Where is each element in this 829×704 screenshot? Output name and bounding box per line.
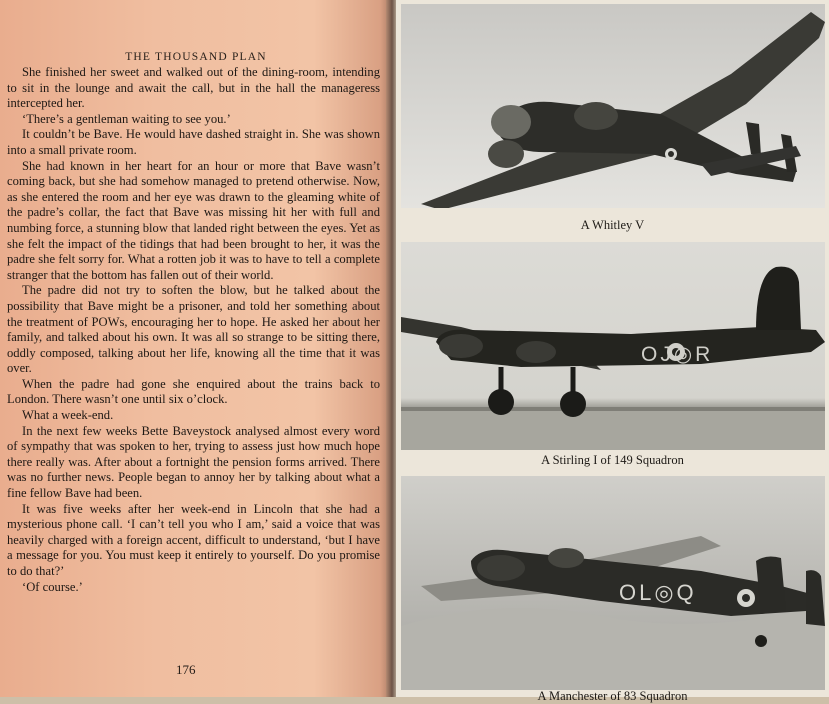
paragraph: She had known in her heart for an hour or more that Bave wasn’t coming back, but she had somehow managed to pretend otherwise. Now, as she entered the room and her eye was drawn to the gleaming white of the padre’s collar, the fact that Bave was missing hit her with full and numbing force, a stunning blow that landed right between the eyes. Yet as she felt the impact of the tidings that had been brought to her, it was the padre she felt sorry for. What a rotten job it was to have to tell a complete stranger that the bottom has fallen out of their world. — [7, 158, 380, 282]
paragraph: When the padre had gone she enquired about the trains back to London. There wasn’t one until six o’clock. — [7, 376, 380, 407]
paragraph: ‘Of course.’ — [22, 579, 83, 594]
body-text — [7, 65, 380, 595]
manchester-aircraft-image — [401, 476, 825, 690]
left-page — [0, 0, 392, 697]
caption-stirling: A Stirling I of 149 Squadron — [541, 453, 684, 467]
page-number: 176 — [176, 662, 196, 677]
running-head: THE THOUSAND PLAN — [125, 51, 267, 63]
caption-whitley: A Whitley V — [580, 218, 645, 232]
paragraph: ‘There’s a gentleman waiting to see you.’ — [22, 111, 231, 126]
photo-whitley — [401, 4, 825, 208]
paragraph: It couldn’t be Bave. He would have dashed straight in. She was shown into a small private room. — [7, 127, 380, 157]
paragraph: In the next few weeks Bette Baveystock analysed almost every word of sympathy that was spoken to her, trying to assess just how much hope there really was. After about a fortnight the pension forms arrived. There was no further news. People began to annoy her by talking about what a fine fellow Bave had been. — [7, 423, 380, 501]
fuselage-code-stirling: OJ◎R — [641, 343, 714, 366]
paragraph: It was five weeks after her week-end in Lincoln that she had a mysterious phone call. ‘I can’t tell you who I am,’ said a voice that was heavily charged with a foreign accent, difficult to understand, ‘but I have a message for you. You must keep it entirely to yourself. Do you promise to do that?’ — [7, 501, 380, 578]
photo-manchester — [401, 476, 825, 690]
paragraph: The padre did not try to soften the blow, but he talked about the possibility that Bave might be a prisoner, and told her something about the treatment of POWs, encouraging her to hope. He asked her about her family, and talked about his own. It was all so strange to be sitting there, oddly composed, talking about her life, knowing all the time that it was over. — [7, 283, 380, 376]
photo-stirling — [401, 242, 825, 450]
paragraph: What a week-end. — [22, 408, 114, 423]
whitley-aircraft-image — [401, 4, 825, 208]
stirling-aircraft-image — [401, 242, 825, 450]
paragraph: She finished her sweet and walked out of the dining-room, intending to sit in the lounge and await the call, but in the hall the manageress intercepted her. — [7, 65, 380, 111]
fuselage-code-manchester: OL◎Q — [619, 580, 697, 605]
caption-manchester: A Manchester of 83 Squadron — [537, 689, 688, 703]
